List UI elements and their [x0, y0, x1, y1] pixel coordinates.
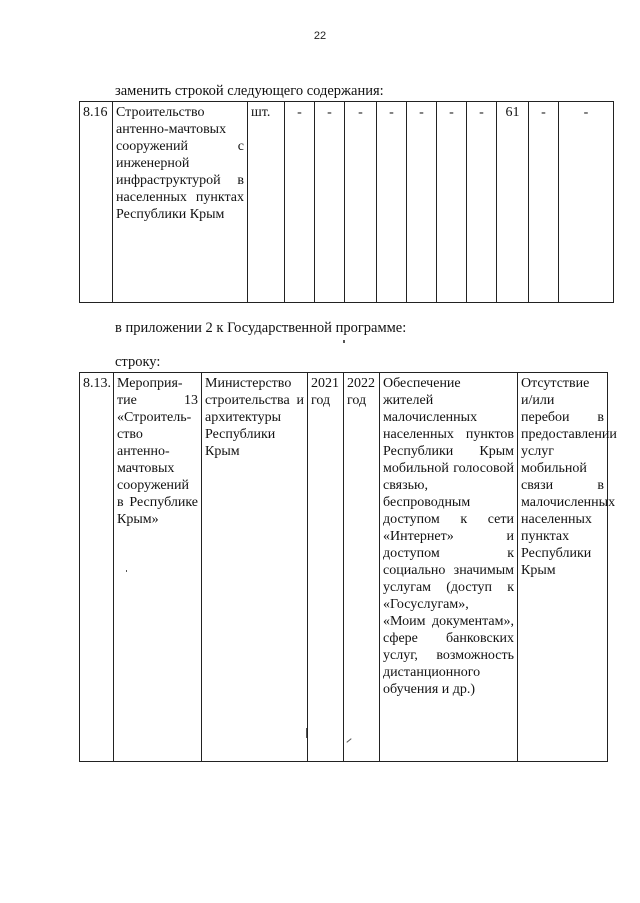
event-name: Мероприя-тие 13 «Строитель-ство антенно-мачтовых сооружений в Республике Крым» [114, 373, 202, 762]
appendix-instruction: в приложении 2 к Государственной программе: [115, 320, 407, 336]
replacement-row-table [79, 101, 614, 303]
end-year: 2022 год [344, 373, 380, 762]
value-cell: - [377, 102, 407, 303]
value-cell: - [559, 102, 614, 303]
value-cell: - [285, 102, 315, 303]
page-number: 22 [313, 30, 327, 42]
value-cell: - [467, 102, 497, 303]
value-cell: 61 [497, 102, 529, 303]
value-cell: - [437, 102, 467, 303]
expected-result: Обеспечение жителей малочисленных населенных пунктов Республики Крым мобильной голосовой связью, беспроводным доступом к сети «Интернет» и доступом к социально значимым услугам (доступ к «Госуслугам», «Моим документам», сфере банковских услуг, возможность дистанционного обучения и др.) [380, 373, 518, 762]
scan-speck [343, 340, 345, 343]
value-cell: - [529, 102, 559, 303]
scan-speck [126, 570, 127, 572]
row-number: 8.16 [80, 102, 113, 303]
original-row-table [79, 372, 617, 762]
table-row [80, 373, 608, 762]
row-instruction: строку: [115, 354, 161, 370]
replace-instruction: заменить строкой следующего содержания: [115, 83, 384, 99]
value-cell: - [407, 102, 437, 303]
value-cell: - [315, 102, 345, 303]
unit-cell: шт. [248, 102, 285, 303]
row-number: 8.13. [80, 373, 114, 762]
non-implementation-consequence: Отсутствие и/или перебои в предоставлении услуг мобильной связи в малочисленных населенных пунктах Республики Крым [518, 373, 608, 762]
start-year: 2021 год [308, 373, 344, 762]
scan-speck [306, 728, 307, 738]
responsible-executor: Министерство строительства и архитектуры Республики Крым [202, 373, 308, 762]
measure-name: Строительство антенно-мачтовых сооружений с инженерной инфраструктурой в населенных пунктах Республики Крым [113, 102, 248, 303]
value-cell: - [345, 102, 377, 303]
table-row [80, 102, 614, 303]
